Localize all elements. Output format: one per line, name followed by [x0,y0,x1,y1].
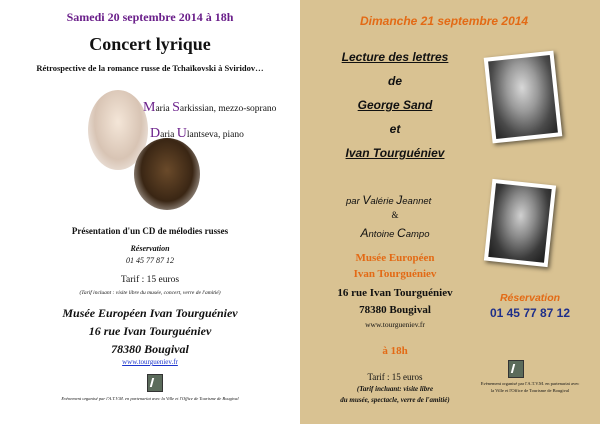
performer-1: Maria Sarkissian, mezzo-soprano [143,100,277,115]
footer-right-1: Evènement organisé par l'A.T.V.M. en partenariat avec [480,381,580,386]
tarif-right: Tarif : 15 euros [367,372,423,382]
reading-title-line-3: George Sand [357,98,433,112]
tarif-left: Tarif : 15 euros [120,275,180,285]
city-right: 78380 Bougival [359,304,431,316]
reservation-label-left: Réservation [130,244,170,253]
footer-left: Evènement organisé par l'A.T.V.M. en partenariat avec la Ville et l'Office de Tourisme de Bougival [61,396,239,401]
reservation-label-right: Réservation [499,292,561,304]
footer-right-2: la Ville et l'Office de Tourisme de Bougival [490,388,570,393]
reading-title-line-5: Ivan Tourguéniev [345,146,445,160]
tourgueniev-portrait [484,51,563,144]
cd-presentation: Présentation d'un CD de mélodies russes [71,226,229,236]
ampersand: & [391,210,399,220]
museum-line-1: Musée Européen [355,252,435,264]
concert-subtitle: Rétrospective de la romance russe de Tchaïkovski à Sviridov… [36,63,264,73]
website-link-right[interactable]: www.tourgueniev.fr [365,320,425,329]
atvm-logo [147,374,163,392]
reader-1: par Valérie Jeannet [346,193,432,207]
museum-name-left: Musée Européen Ivan Tourguéniev [62,306,238,320]
reading-time: à 18h [382,345,408,357]
phone-right: 01 45 77 87 12 [489,306,571,320]
city-left: 78380 Bougival [111,342,189,356]
website-link-left[interactable]: www.tourgueniev.fr [122,358,178,366]
reader-2: Antoine Campo [360,226,430,240]
concert-date: Samedi 20 septembre 2014 à 18h [66,10,234,24]
performer-2: Daria Ulantseva, piano [150,126,244,141]
reading-title-line-2: de [387,74,402,88]
reading-date: Dimanche 21 septembre 2014 [360,14,529,28]
street-left: 16 rue Ivan Tourguéniev [88,324,212,338]
tarif-note-left: (Tarif incluant : visite libre du musée, concert, verre de l'amitié) [79,290,221,296]
street-right: 16 rue Ivan Tourguéniev [337,287,453,299]
museum-line-2: Ivan Tourguéniev [353,268,437,280]
concert-title: Concert lyrique [89,34,211,54]
george-sand-portrait [484,179,556,267]
reading-title-line-4: et [389,122,401,136]
right-panel-reading [300,0,600,424]
reading-title-line-1: Lecture des lettres [341,50,449,64]
pianist-portrait [134,138,200,210]
tarif-note-right-2: du musée, spectacle, verre de l'amitié) [340,396,450,404]
phone-left: 01 45 77 87 12 [126,256,174,265]
atvm-logo-right [508,360,524,378]
tarif-note-right-1: (Tarif incluant: visite libre [356,385,434,393]
